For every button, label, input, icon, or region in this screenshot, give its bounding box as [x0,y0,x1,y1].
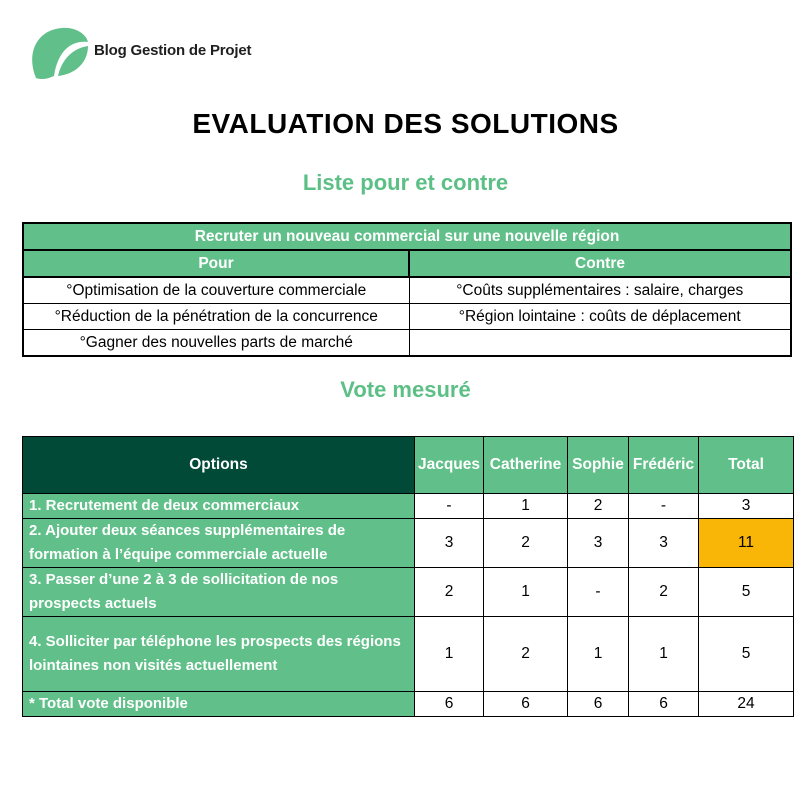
page-title: EVALUATION DES SOLUTIONS [192,108,619,139]
vote-cell: 6 [415,692,484,717]
contre-item: °Coûts supplémentaires : salaire, charges [409,277,791,304]
option-label: 4. Solliciter par téléphone les prospects des régions lointaines non visités actuellement [23,617,415,692]
vote-cell: - [629,494,699,519]
vote-header-jacques: Jacques [415,437,484,494]
vote-cell: 3 [629,519,699,568]
vote-cell: 3 [568,519,629,568]
vote-cell: 2 [415,568,484,617]
contre-item [409,330,791,357]
vote-header-catherine: Catherine [484,437,568,494]
vote-cell: 2 [629,568,699,617]
vote-cell: 2 [484,519,568,568]
vote-cell: 2 [568,494,629,519]
green-leaf-logo-icon [28,24,90,80]
option-label: 1. Recrutement de deux commerciaux [23,494,415,519]
option-label: 2. Ajouter deux séances supplémentaires de formation à l’équipe commerciale actuelle [23,519,415,568]
vote-header-sophie: Sophie [568,437,629,494]
pour-item: °Optimisation de la couverture commerciale [23,277,409,304]
pros-cons-table [22,222,792,357]
total-cell: 5 [699,568,794,617]
section-title-pros-cons: Liste pour et contre [302,170,509,195]
table-row [23,494,794,519]
pour-header: Pour [23,250,409,277]
table-row [23,617,794,692]
pour-item: °Gagner des nouvelles parts de marché [23,330,409,357]
vote-cell: 6 [568,692,629,717]
section-title-vote: Vote mesuré [340,377,471,402]
vote-cell: 2 [484,617,568,692]
total-cell: 5 [699,617,794,692]
vote-cell: 1 [568,617,629,692]
vote-cell: 3 [415,519,484,568]
vote-cell: 1 [484,494,568,519]
vote-header-frederic: Frédéric [629,437,699,494]
table-row [23,568,794,617]
vote-cell: 1 [415,617,484,692]
vote-header-options: Options [23,437,415,494]
total-cell: 3 [699,494,794,519]
pour-item: °Réduction de la pénétration de la concurrence [23,304,409,330]
option-label: * Total vote disponible [23,692,415,717]
table-row [23,519,794,568]
table-row [23,692,794,717]
vote-table [22,436,794,717]
option-label: 3. Passer d’une 2 à 3 de sollicitation de nos prospects actuels [23,568,415,617]
contre-header: Contre [409,250,791,277]
vote-cell: 6 [629,692,699,717]
vote-cell: - [415,494,484,519]
total-cell: 24 [699,692,794,717]
vote-cell: 1 [629,617,699,692]
vote-header-total: Total [699,437,794,494]
pros-cons-header: Recruter un nouveau commercial sur une nouvelle région [23,223,791,250]
vote-cell: - [568,568,629,617]
brand-name: Blog Gestion de Projet [94,42,252,59]
total-cell-highlighted: 11 [699,519,794,568]
contre-item: °Région lointaine : coûts de déplacement [409,304,791,330]
vote-cell: 6 [484,692,568,717]
vote-cell: 1 [484,568,568,617]
